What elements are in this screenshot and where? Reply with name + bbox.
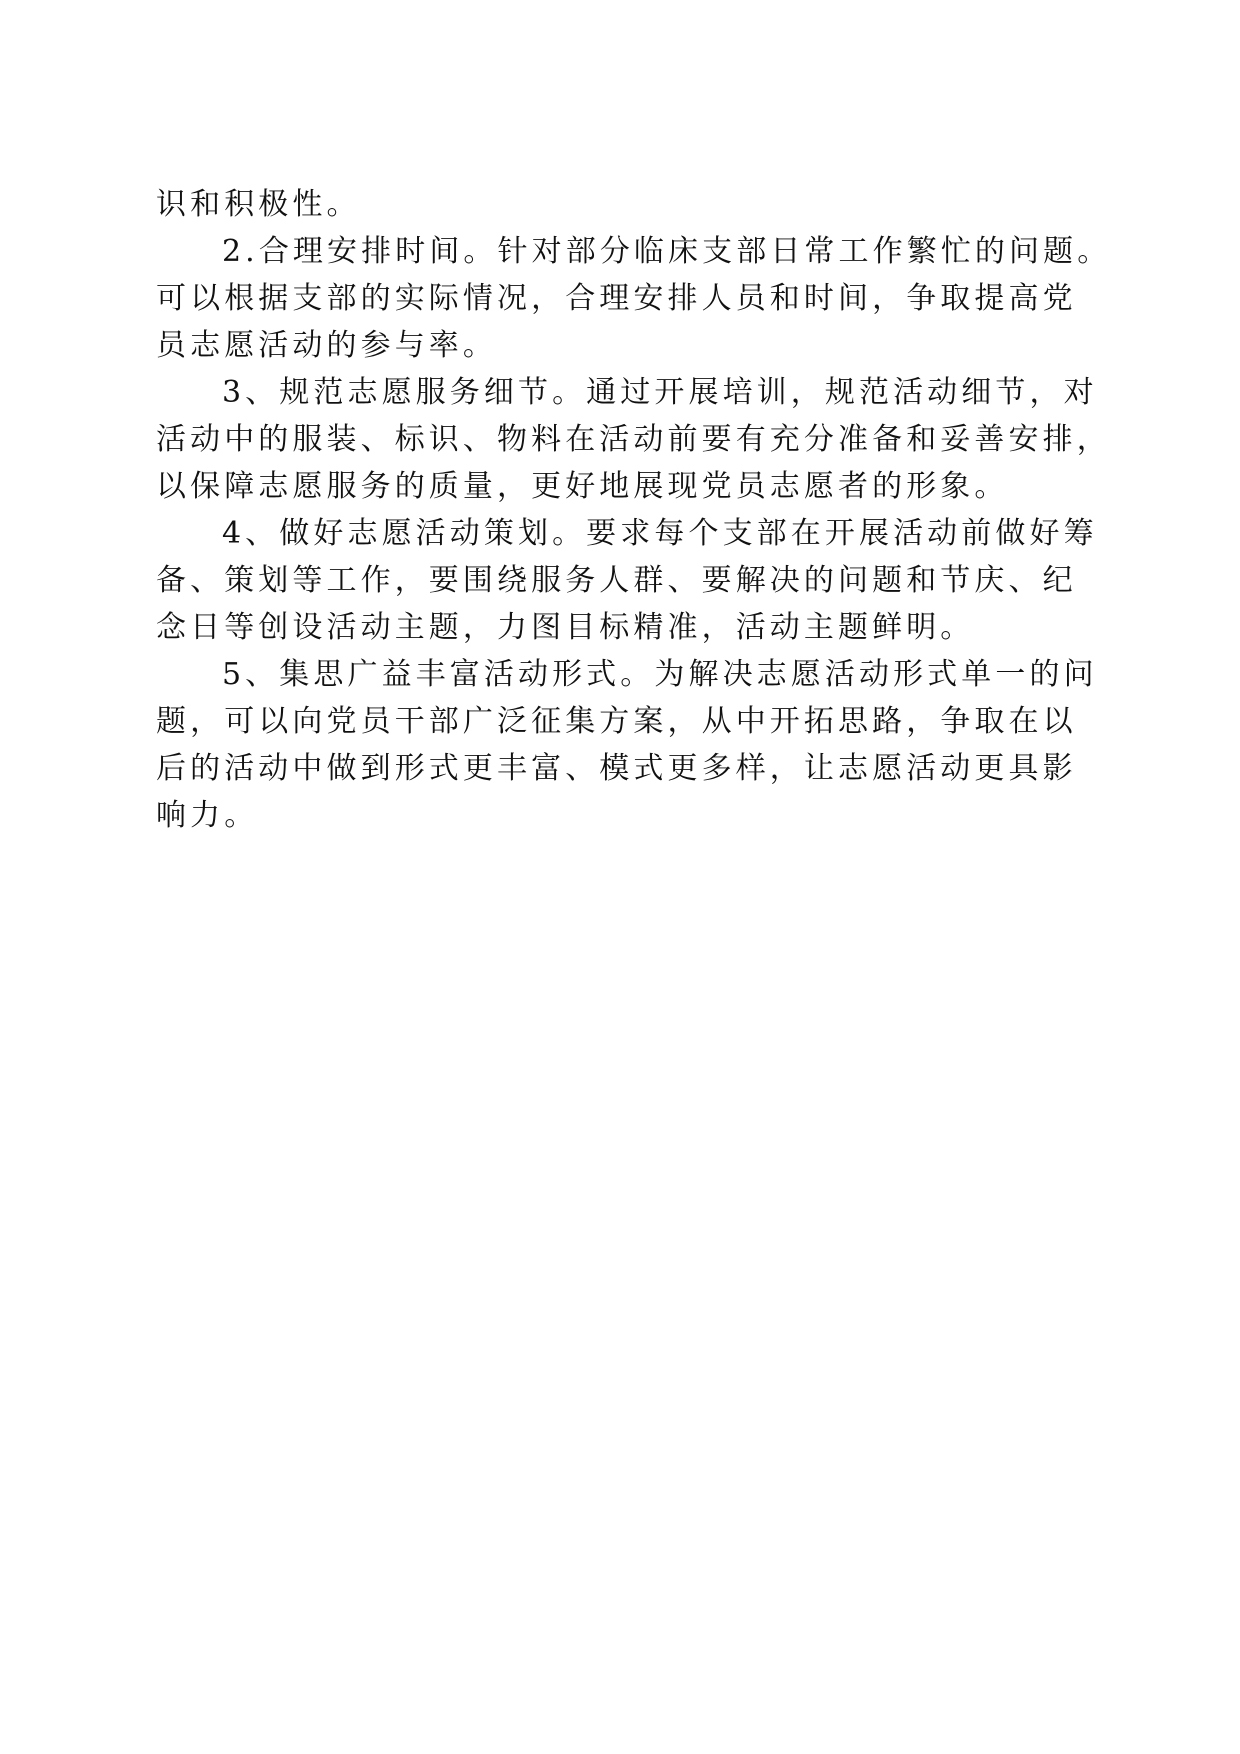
text-line: 以保障志愿服务的质量，更好地展现党员志愿者的形象。 [156,469,1009,504]
text-line: 识和积极性。 [156,187,361,222]
text-line: 员志愿活动的参与率。 [156,328,497,363]
text-line: 可以根据支部的实际情况，合理安排人员和时间，争取提高党 [156,281,1077,316]
text-line: 2.合理安排时间。针对部分临床支部日常工作繁忙的问题。 [222,234,1112,269]
text-line: 4、做好志愿活动策划。要求每个支部在开展活动前做好筹 [222,516,1098,551]
text-line: 5、集思广益丰富活动形式。为解决志愿活动形式单一的问 [222,657,1098,692]
text-line: 备、策划等工作，要围绕服务人群、要解决的问题和节庆、纪 [156,563,1077,598]
text-line: 念日等创设活动主题，力图目标精准，活动主题鲜明。 [156,610,975,645]
text-line: 响力。 [156,798,259,833]
text-line: 后的活动中做到形式更丰富、模式更多样，让志愿活动更具影 [156,751,1077,786]
body-text [156,181,1112,839]
text-line: 题，可以向党员干部广泛征集方案，从中开拓思路，争取在以 [156,704,1077,739]
text-line: 活动中的服装、标识、物料在活动前要有充分准备和妥善安排， [156,422,1111,457]
text-line: 3、规范志愿服务细节。通过开展培训，规范活动细节，对 [222,375,1098,410]
